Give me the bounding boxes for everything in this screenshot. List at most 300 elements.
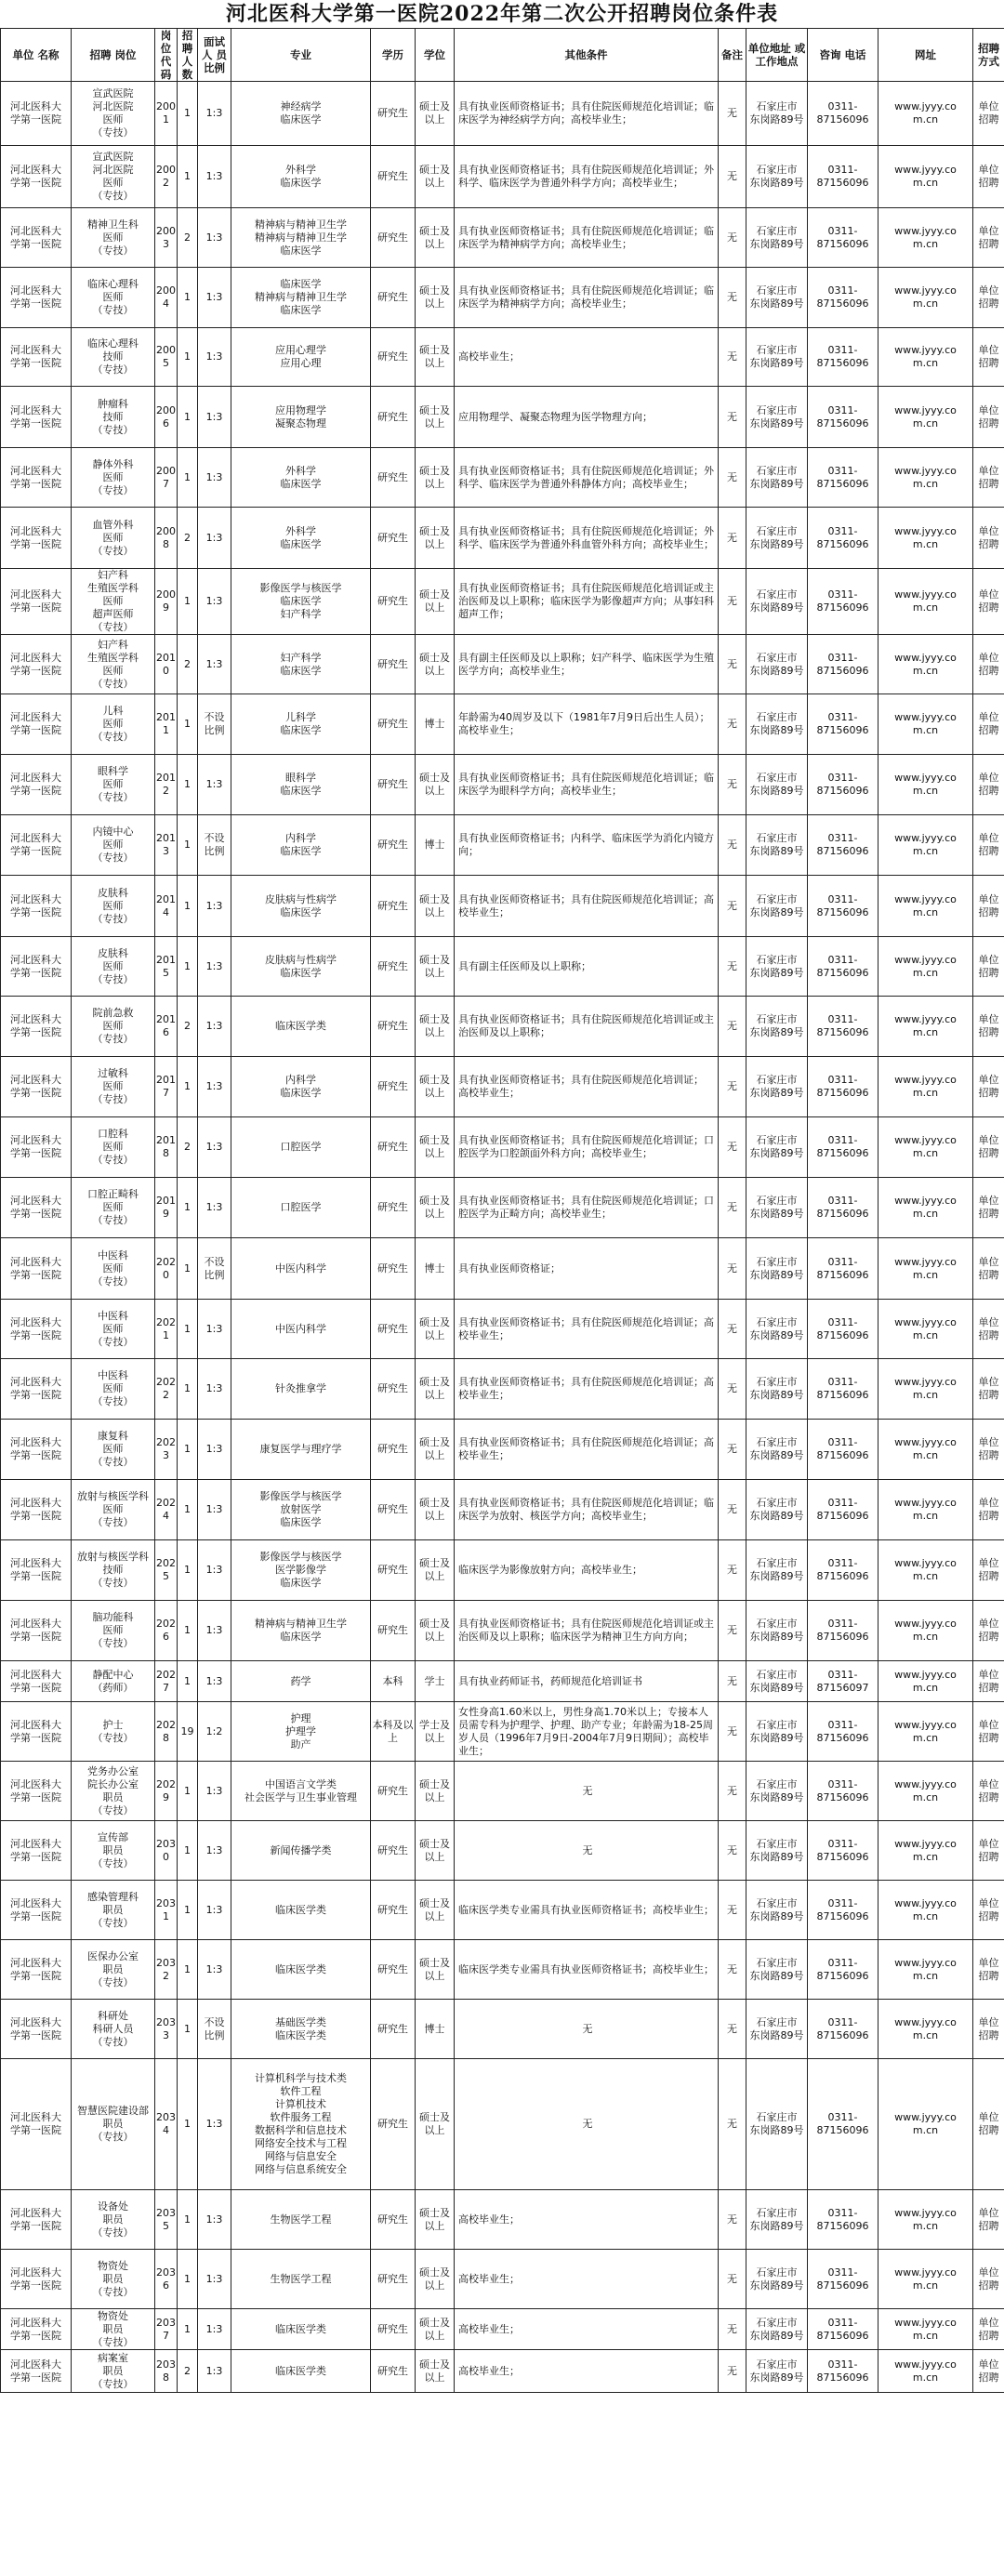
cell-ratio: 1:3 [198, 448, 231, 508]
cell-phone: 0311- 87156096 [808, 815, 878, 876]
table-row [1, 1762, 1004, 1821]
cell-unit: 河北医科大 学第一医院 [1, 1540, 72, 1601]
cell-conditions: 具有执业医师资格证书；具有住院医师规范化培训证；高校毕业生； [455, 1300, 719, 1359]
cell-code: 2016 [155, 997, 178, 1057]
cell-method: 单位 招聘 [973, 1420, 1004, 1480]
cell-post: 放射与核医学科 技师 （专技） [72, 1540, 155, 1601]
cell-conditions: 具有执业药师证书，药师规范化培训证书 [455, 1661, 719, 1702]
cell-unit: 河北医科大 学第一医院 [1, 635, 72, 694]
cell-conditions: 具有执业医师资格证书；具有住院医师规范化培训证或主治医师及以上职称； [455, 997, 719, 1057]
cell-edu: 研究生 [371, 694, 416, 755]
cell-method: 单位 招聘 [973, 1057, 1004, 1117]
header-ratio: 面试人 员比例 [198, 29, 231, 82]
cell-address: 石家庄市 东岗路89号 [746, 1661, 808, 1702]
cell-phone: 0311- 87156096 [808, 1300, 878, 1359]
cell-phone: 0311- 87156096 [808, 387, 878, 448]
cell-degree: 硕士及 以上 [416, 2190, 455, 2250]
cell-num: 1 [178, 2250, 198, 2309]
cell-website: www.jyyy.co m.cn [878, 1702, 973, 1762]
cell-post: 宣武医院 河北医院 医师 （专技） [72, 146, 155, 208]
cell-unit: 河北医科大 学第一医院 [1, 1300, 72, 1359]
cell-conditions: 具有副主任医师及以上职称； [455, 937, 719, 997]
cell-edu: 研究生 [371, 268, 416, 328]
cell-remark: 无 [719, 1178, 746, 1238]
table-row [1, 448, 1004, 508]
cell-conditions: 临床医学类专业需具有执业医师资格证书；高校毕业生； [455, 1940, 719, 2000]
cell-num: 1 [178, 82, 198, 146]
cell-remark: 无 [719, 937, 746, 997]
cell-address: 石家庄市 东岗路89号 [746, 815, 808, 876]
table-row [1, 1238, 1004, 1300]
cell-degree: 硕士及 以上 [416, 448, 455, 508]
table-row [1, 1480, 1004, 1540]
table-row [1, 2190, 1004, 2250]
header-edu: 学历 [371, 29, 416, 82]
cell-ratio: 1:3 [198, 1762, 231, 1821]
cell-website: www.jyyy.co m.cn [878, 2350, 973, 2393]
cell-website: www.jyyy.co m.cn [878, 755, 973, 815]
cell-major: 精神病与精神卫生学 精神病与精神卫生学 临床医学 [231, 208, 371, 268]
cell-code: 2029 [155, 1762, 178, 1821]
cell-major: 中医内科学 [231, 1238, 371, 1300]
table-row [1, 208, 1004, 268]
cell-website: www.jyyy.co m.cn [878, 146, 973, 208]
cell-method: 单位 招聘 [973, 208, 1004, 268]
cell-unit: 河北医科大 学第一医院 [1, 1420, 72, 1480]
cell-edu: 研究生 [371, 2250, 416, 2309]
cell-degree: 硕士及 以上 [416, 635, 455, 694]
cell-code: 2033 [155, 2000, 178, 2059]
cell-website: www.jyyy.co m.cn [878, 328, 973, 387]
cell-num: 2 [178, 1117, 198, 1178]
cell-remark: 无 [719, 2309, 746, 2350]
cell-major: 临床医学类 [231, 1881, 371, 1940]
cell-edu: 本科及以 上 [371, 1702, 416, 1762]
cell-address: 石家庄市 东岗路89号 [746, 1057, 808, 1117]
cell-degree: 硕士及 以上 [416, 997, 455, 1057]
cell-phone: 0311- 87156096 [808, 2000, 878, 2059]
cell-ratio: 1:3 [198, 268, 231, 328]
cell-website: www.jyyy.co m.cn [878, 2190, 973, 2250]
cell-degree: 硕士及 以上 [416, 1821, 455, 1881]
cell-major: 针灸推拿学 [231, 1359, 371, 1420]
cell-code: 2023 [155, 1420, 178, 1480]
cell-post: 妇产科 生殖医学科 医师 超声医师 （专技） [72, 569, 155, 635]
cell-website: www.jyyy.co m.cn [878, 997, 973, 1057]
cell-website: www.jyyy.co m.cn [878, 2059, 973, 2190]
cell-phone: 0311- 87156096 [808, 2190, 878, 2250]
cell-method: 单位 招聘 [973, 2250, 1004, 2309]
cell-website: www.jyyy.co m.cn [878, 2250, 973, 2309]
cell-major: 外科学 临床医学 [231, 146, 371, 208]
cell-num: 2 [178, 508, 198, 569]
cell-method: 单位 招聘 [973, 815, 1004, 876]
cell-ratio: 1:3 [198, 2350, 231, 2393]
cell-post: 智慧医院建设部 职员 （专技） [72, 2059, 155, 2190]
cell-phone: 0311- 87156096 [808, 1359, 878, 1420]
cell-ratio: 1:3 [198, 2309, 231, 2350]
cell-phone: 0311- 87156096 [808, 508, 878, 569]
table-row [1, 937, 1004, 997]
cell-remark: 无 [719, 1359, 746, 1420]
table-row [1, 1940, 1004, 2000]
cell-phone: 0311- 87156096 [808, 448, 878, 508]
cell-conditions: 具有执业医师资格证书；具有住院医师规范化培训证或主治医师及以上职称；临床医学为影像超声方向；从事妇科超声工作； [455, 569, 719, 635]
cell-degree: 硕士及 以上 [416, 208, 455, 268]
cell-post: 宣传部 职员 （专技） [72, 1821, 155, 1881]
cell-unit: 河北医科大 学第一医院 [1, 448, 72, 508]
cell-phone: 0311- 87156096 [808, 208, 878, 268]
cell-conditions: 高校毕业生； [455, 2250, 719, 2309]
cell-num: 2 [178, 635, 198, 694]
table-row [1, 1821, 1004, 1881]
cell-post: 皮肤科 医师 （专技） [72, 876, 155, 937]
cell-unit: 河北医科大 学第一医院 [1, 876, 72, 937]
cell-address: 石家庄市 东岗路89号 [746, 2190, 808, 2250]
cell-edu: 研究生 [371, 1057, 416, 1117]
cell-phone: 0311- 87156096 [808, 997, 878, 1057]
cell-website: www.jyyy.co m.cn [878, 2000, 973, 2059]
cell-degree: 硕士及 以上 [416, 1057, 455, 1117]
cell-remark: 无 [719, 1238, 746, 1300]
cell-num: 1 [178, 1540, 198, 1601]
cell-remark: 无 [719, 2059, 746, 2190]
cell-ratio: 1:3 [198, 2059, 231, 2190]
cell-edu: 研究生 [371, 2309, 416, 2350]
cell-conditions: 具有执业医师资格证书；具有住院医师规范化培训证；临床医学为精神病学方向；高校毕业生； [455, 208, 719, 268]
cell-address: 石家庄市 东岗路89号 [746, 268, 808, 328]
cell-unit: 河北医科大 学第一医院 [1, 1881, 72, 1940]
cell-conditions: 具有执业医师资格证书；具有住院医师规范化培训证；高校毕业生； [455, 1359, 719, 1420]
cell-conditions: 具有执业医师资格证书；具有住院医师规范化培训证；口腔医学为正畸方向；高校毕业生； [455, 1178, 719, 1238]
cell-conditions: 具有执业医师资格证书；具有住院医师规范化培训证；临床医学为神经病学方向；高校毕业生； [455, 82, 719, 146]
cell-conditions: 具有执业医师资格证书；具有住院医师规范化培训证；口腔医学为口腔颌面外科方向；高校毕业生； [455, 1117, 719, 1178]
cell-phone: 0311- 87156096 [808, 694, 878, 755]
cell-ratio: 1:3 [198, 1178, 231, 1238]
cell-remark: 无 [719, 1881, 746, 1940]
cell-code: 2026 [155, 1601, 178, 1661]
cell-unit: 河北医科大 学第一医院 [1, 694, 72, 755]
cell-method: 单位 招聘 [973, 1359, 1004, 1420]
cell-ratio: 1:3 [198, 82, 231, 146]
table-row [1, 1178, 1004, 1238]
cell-post: 皮肤科 医师 （专技） [72, 937, 155, 997]
header-unit: 单位 名称 [1, 29, 72, 82]
cell-major: 护理 护理学 助产 [231, 1702, 371, 1762]
table-row [1, 1601, 1004, 1661]
cell-code: 2013 [155, 815, 178, 876]
cell-remark: 无 [719, 1117, 746, 1178]
cell-unit: 河北医科大 学第一医院 [1, 1480, 72, 1540]
cell-post: 物资处 职员 （专技） [72, 2250, 155, 2309]
cell-code: 2034 [155, 2059, 178, 2190]
cell-remark: 无 [719, 508, 746, 569]
table-row [1, 876, 1004, 937]
cell-edu: 研究生 [371, 876, 416, 937]
cell-edu: 研究生 [371, 2059, 416, 2190]
cell-edu: 研究生 [371, 1359, 416, 1420]
cell-website: www.jyyy.co m.cn [878, 1940, 973, 2000]
table-row [1, 1420, 1004, 1480]
cell-phone: 0311- 87156096 [808, 2059, 878, 2190]
cell-post: 中医科 医师 （专技） [72, 1359, 155, 1420]
cell-num: 1 [178, 1359, 198, 1420]
table-row [1, 1359, 1004, 1420]
cell-post: 妇产科 生殖医学科 医师 （专技） [72, 635, 155, 694]
cell-code: 2018 [155, 1117, 178, 1178]
cell-degree: 博士 [416, 815, 455, 876]
cell-code: 2012 [155, 755, 178, 815]
table-row [1, 146, 1004, 208]
cell-conditions: 无 [455, 1762, 719, 1821]
cell-code: 2035 [155, 2190, 178, 2250]
cell-method: 单位 招聘 [973, 1881, 1004, 1940]
cell-method: 单位 招聘 [973, 1540, 1004, 1601]
cell-unit: 河北医科大 学第一医院 [1, 208, 72, 268]
cell-method: 单位 招聘 [973, 1117, 1004, 1178]
cell-ratio: 1:3 [198, 1300, 231, 1359]
cell-conditions: 无 [455, 2059, 719, 2190]
table-row [1, 387, 1004, 448]
cell-website: www.jyyy.co m.cn [878, 1661, 973, 1702]
table-row [1, 694, 1004, 755]
cell-address: 石家庄市 东岗路89号 [746, 1480, 808, 1540]
cell-method: 单位 招聘 [973, 635, 1004, 694]
cell-website: www.jyyy.co m.cn [878, 694, 973, 755]
cell-degree: 硕士及 以上 [416, 937, 455, 997]
cell-post: 临床心理科 技师 （专技） [72, 328, 155, 387]
cell-ratio: 1:3 [198, 635, 231, 694]
cell-edu: 研究生 [371, 208, 416, 268]
cell-code: 2015 [155, 937, 178, 997]
cell-remark: 无 [719, 1762, 746, 1821]
cell-website: www.jyyy.co m.cn [878, 1821, 973, 1881]
cell-num: 1 [178, 569, 198, 635]
cell-code: 2005 [155, 328, 178, 387]
cell-unit: 河北医科大 学第一医院 [1, 937, 72, 997]
cell-remark: 无 [719, 146, 746, 208]
cell-website: www.jyyy.co m.cn [878, 1178, 973, 1238]
cell-phone: 0311- 87156096 [808, 1420, 878, 1480]
cell-degree: 硕士及 以上 [416, 82, 455, 146]
cell-ratio: 1:3 [198, 1480, 231, 1540]
cell-phone: 0311- 87156096 [808, 1601, 878, 1661]
cell-conditions: 年龄需为40周岁及以下（1981年7月9日后出生人员）；高校毕业生； [455, 694, 719, 755]
cell-address: 石家庄市 东岗路89号 [746, 1178, 808, 1238]
cell-website: www.jyyy.co m.cn [878, 1359, 973, 1420]
table-row [1, 268, 1004, 328]
table-row [1, 997, 1004, 1057]
cell-major: 内科学 临床医学 [231, 1057, 371, 1117]
header-phone: 咨询 电话 [808, 29, 878, 82]
cell-ratio: 1:3 [198, 146, 231, 208]
cell-address: 石家庄市 东岗路89号 [746, 1821, 808, 1881]
cell-degree: 硕士及 以上 [416, 1881, 455, 1940]
cell-method: 单位 招聘 [973, 2059, 1004, 2190]
recruitment-table [0, 28, 1004, 2393]
cell-phone: 0311- 87156096 [808, 1117, 878, 1178]
cell-ratio: 不设 比例 [198, 2000, 231, 2059]
cell-num: 1 [178, 268, 198, 328]
page-title: 河北医科大学第一医院2022年第二次公开招聘岗位条件表 [225, 2, 779, 26]
cell-method: 单位 招聘 [973, 328, 1004, 387]
cell-num: 1 [178, 328, 198, 387]
cell-num: 1 [178, 1601, 198, 1661]
cell-method: 单位 招聘 [973, 2190, 1004, 2250]
cell-num: 1 [178, 1178, 198, 1238]
cell-edu: 研究生 [371, 1762, 416, 1821]
cell-address: 石家庄市 东岗路89号 [746, 635, 808, 694]
cell-website: www.jyyy.co m.cn [878, 1300, 973, 1359]
cell-num: 1 [178, 1821, 198, 1881]
cell-unit: 河北医科大 学第一医院 [1, 1359, 72, 1420]
cell-ratio: 1:3 [198, 2250, 231, 2309]
cell-ratio: 1:3 [198, 1540, 231, 1601]
cell-code: 2017 [155, 1057, 178, 1117]
cell-code: 2003 [155, 208, 178, 268]
cell-post: 精神卫生科 医师 （专技） [72, 208, 155, 268]
cell-post: 党务办公室 院长办公室 职员 （专技） [72, 1762, 155, 1821]
table-row [1, 508, 1004, 569]
cell-remark: 无 [719, 1661, 746, 1702]
cell-ratio: 不设 比例 [198, 1238, 231, 1300]
cell-method: 单位 招聘 [973, 387, 1004, 448]
table-row [1, 1117, 1004, 1178]
cell-edu: 研究生 [371, 387, 416, 448]
table-row [1, 2250, 1004, 2309]
cell-num: 2 [178, 2350, 198, 2393]
cell-edu: 研究生 [371, 328, 416, 387]
cell-address: 石家庄市 东岗路89号 [746, 387, 808, 448]
cell-num: 1 [178, 1057, 198, 1117]
cell-code: 2004 [155, 268, 178, 328]
cell-degree: 硕士及 以上 [416, 2350, 455, 2393]
cell-degree: 硕士及 以上 [416, 1178, 455, 1238]
cell-post: 眼科学 医师 （专技） [72, 755, 155, 815]
cell-remark: 无 [719, 2350, 746, 2393]
cell-conditions: 具有执业医师资格证书；具有住院医师规范化培训证；临床医学为放射、核医学方向；高校毕业生； [455, 1480, 719, 1540]
cell-degree: 博士 [416, 694, 455, 755]
cell-major: 计算机科学与技术类 软件工程 计算机技术 软件服务工程 数据科学和信息技术 网络安全技术与工程 网络与信息安全 网络与信息系统安全 [231, 2059, 371, 2190]
cell-unit: 河北医科大 学第一医院 [1, 2000, 72, 2059]
cell-degree: 硕士及 以上 [416, 755, 455, 815]
cell-conditions: 具有执业医师资格证书；具有住院医师规范化培训证； 高校毕业生； [455, 1057, 719, 1117]
cell-method: 单位 招聘 [973, 1300, 1004, 1359]
cell-code: 2037 [155, 2309, 178, 2350]
cell-phone: 0311- 87156096 [808, 1762, 878, 1821]
cell-degree: 博士 [416, 1238, 455, 1300]
cell-address: 石家庄市 东岗路89号 [746, 694, 808, 755]
cell-conditions: 无 [455, 2000, 719, 2059]
cell-post: 设备处 职员 （专技） [72, 2190, 155, 2250]
cell-conditions: 无 [455, 1821, 719, 1881]
cell-ratio: 1:3 [198, 208, 231, 268]
cell-address: 石家庄市 东岗路89号 [746, 448, 808, 508]
cell-degree: 硕士及 以上 [416, 1117, 455, 1178]
table-row [1, 2309, 1004, 2350]
cell-edu: 研究生 [371, 997, 416, 1057]
cell-post: 口腔正畸科 医师 （专技） [72, 1178, 155, 1238]
cell-post: 护士 （专技） [72, 1702, 155, 1762]
cell-unit: 河北医科大 学第一医院 [1, 815, 72, 876]
cell-edu: 研究生 [371, 2350, 416, 2393]
cell-website: www.jyyy.co m.cn [878, 1881, 973, 1940]
cell-ratio: 1:3 [198, 569, 231, 635]
header-website: 网址 [878, 29, 973, 82]
cell-address: 石家庄市 东岗路89号 [746, 328, 808, 387]
cell-num: 1 [178, 1300, 198, 1359]
cell-method: 单位 招聘 [973, 755, 1004, 815]
cell-website: www.jyyy.co m.cn [878, 1057, 973, 1117]
cell-address: 石家庄市 东岗路89号 [746, 755, 808, 815]
cell-unit: 河北医科大 学第一医院 [1, 1117, 72, 1178]
cell-phone: 0311- 87156096 [808, 268, 878, 328]
cell-edu: 研究生 [371, 569, 416, 635]
cell-website: www.jyyy.co m.cn [878, 2309, 973, 2350]
cell-unit: 河北医科大 学第一医院 [1, 569, 72, 635]
cell-code: 2010 [155, 635, 178, 694]
table-row [1, 635, 1004, 694]
cell-post: 血管外科 医师 （专技） [72, 508, 155, 569]
cell-method: 单位 招聘 [973, 1601, 1004, 1661]
cell-website: www.jyyy.co m.cn [878, 1540, 973, 1601]
header-conditions: 其他条件 [455, 29, 719, 82]
cell-code: 2021 [155, 1300, 178, 1359]
cell-ratio: 1:3 [198, 328, 231, 387]
table-row [1, 328, 1004, 387]
cell-num: 1 [178, 448, 198, 508]
cell-address: 石家庄市 东岗路89号 [746, 1601, 808, 1661]
cell-unit: 河北医科大 学第一医院 [1, 755, 72, 815]
cell-ratio: 1:3 [198, 937, 231, 997]
cell-ratio: 1:3 [198, 1359, 231, 1420]
cell-edu: 研究生 [371, 1540, 416, 1601]
cell-address: 石家庄市 东岗路89号 [746, 82, 808, 146]
cell-method: 单位 招聘 [973, 1238, 1004, 1300]
cell-remark: 无 [719, 328, 746, 387]
cell-post: 病案室 职员 （专技） [72, 2350, 155, 2393]
cell-post: 中医科 医师 （专技） [72, 1300, 155, 1359]
cell-post: 脑功能科 医师 （专技） [72, 1601, 155, 1661]
header-num: 招聘 人数 [178, 29, 198, 82]
cell-unit: 河北医科大 学第一医院 [1, 1238, 72, 1300]
cell-degree: 博士 [416, 2000, 455, 2059]
cell-website: www.jyyy.co m.cn [878, 1762, 973, 1821]
cell-conditions: 具有执业医师资格证书；具有住院医师规范化培训证；临床医学为精神病学方向；高校毕业生； [455, 268, 719, 328]
cell-phone: 0311- 87156096 [808, 82, 878, 146]
cell-method: 单位 招聘 [973, 997, 1004, 1057]
cell-unit: 河北医科大 学第一医院 [1, 1661, 72, 1702]
cell-method: 单位 招聘 [973, 2309, 1004, 2350]
cell-degree: 硕士及 以上 [416, 328, 455, 387]
cell-address: 石家庄市 东岗路89号 [746, 1940, 808, 2000]
cell-degree: 硕士及 以上 [416, 2309, 455, 2350]
cell-major: 临床医学类 [231, 2309, 371, 2350]
cell-address: 石家庄市 东岗路89号 [746, 2250, 808, 2309]
cell-conditions: 高校毕业生； [455, 328, 719, 387]
table-row [1, 1300, 1004, 1359]
cell-unit: 河北医科大 学第一医院 [1, 1057, 72, 1117]
cell-num: 1 [178, 1238, 198, 1300]
cell-post: 宣武医院 河北医院 医师 （专技） [72, 82, 155, 146]
cell-unit: 河北医科大 学第一医院 [1, 328, 72, 387]
cell-method: 单位 招聘 [973, 1762, 1004, 1821]
cell-post: 科研处 科研人员 （专技） [72, 2000, 155, 2059]
cell-post: 临床心理科 医师 （专技） [72, 268, 155, 328]
cell-remark: 无 [719, 208, 746, 268]
cell-degree: 硕士及 以上 [416, 508, 455, 569]
cell-code: 2019 [155, 1178, 178, 1238]
